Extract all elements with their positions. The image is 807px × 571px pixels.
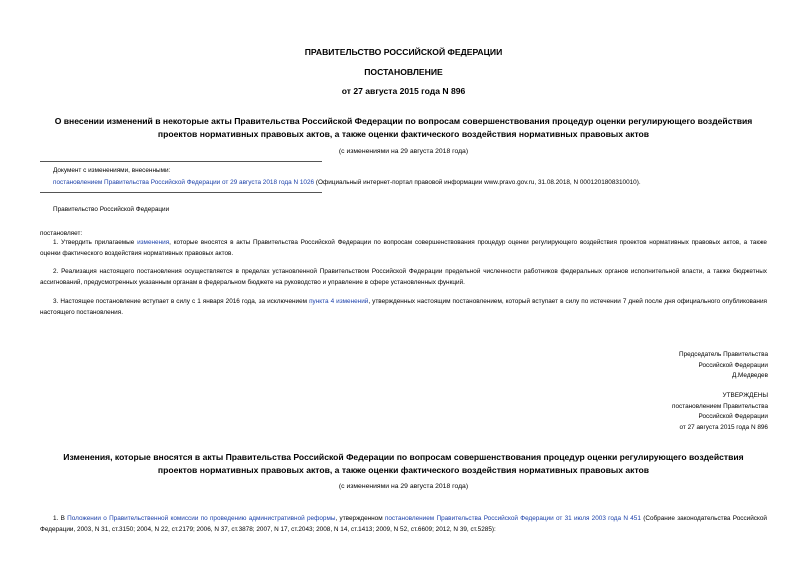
section-2-title-line2: проектов нормативных правовых актов, а также оценки фактического воздействия нормативных правовых актов <box>157 465 650 475</box>
approved-word: УТВЕРЖДЕНЫ <box>722 392 768 399</box>
document-type: ПОСТАНОВЛЕНИЕ <box>364 67 443 77</box>
section-2-title <box>40 451 767 477</box>
changes-box <box>53 165 768 189</box>
document-title-line2: проектов нормативных правовых актов, а также оценки фактического воздействия нормативных правовых актов <box>157 129 650 139</box>
item-3-post: , утвержденных настоящим постановлением, который вступает в силу по истечении 7 дней после дня официального опубликования настоящего постановления. <box>40 298 767 316</box>
item-2: 2. Реализация настоящего постановления осуществляется в пределах установленной Правительством Российской Федерации предельной численности работников федеральных органов исполнительной власти, а также бюджетных ассигнований, предусмотренных указанным органам в федеральном бюджете на руководство и управление в сфере установленных функций. <box>40 268 767 286</box>
signature-name: Д.Медведев <box>731 372 768 379</box>
item-3 <box>40 296 767 318</box>
item-1 <box>40 237 767 259</box>
changes-link[interactable]: постановлением Правительства Российской Федерации от 29 августа 2018 года N 1026 <box>53 179 315 186</box>
divider-bottom <box>40 192 322 193</box>
government-name: Правительство Российской Федерации <box>53 206 170 213</box>
section-2-item-1-post: (Собрание законодательства Российской Федерации, 2003, N 31, ст.3150; 2004, N 22, ст.2179; 2006, N 37, ст.3878; 2007, N 17, ст.2043; 2008, N 14, ст.1413; 2009, N 52, ст.6609; 2012, N 39, ст.5285): <box>40 515 767 533</box>
item-1-link[interactable]: изменения <box>137 239 170 246</box>
section-2-item-1-mid: , утвержденном <box>335 515 385 522</box>
section-2-title-line1: Изменения, которые вносятся в акты Правительства Российской Федерации по вопросам совершенствования процедур оценки регулирующего воздействия <box>63 452 744 462</box>
section-2-item-1 <box>40 513 767 535</box>
approved-line-3: от 27 августа 2015 года N 896 <box>679 423 768 431</box>
decides-text: постановляет: <box>40 230 83 237</box>
section-2-item-1-link-1[interactable]: Положении о Правительственной комиссии по проведению административной реформы <box>67 515 336 522</box>
approved-line-2: Российской Федерации <box>698 413 768 420</box>
document-date: от 27 августа 2015 года N 896 <box>341 86 466 96</box>
changes-source: (Официальный интернет-портал правовой информации www.pravo.gov.ru, 31.08.2018, N 0001201808310010). <box>314 179 641 186</box>
approved-line-1: постановлением Правительства <box>672 402 768 410</box>
signature-role-2: Российской Федерации <box>698 361 768 369</box>
item-1-pre: 1. Утвердить прилагаемые <box>53 239 138 246</box>
item-3-pre: 3. Настоящее постановление вступает в силу с 1 января 2016 года, за исключением <box>53 298 310 305</box>
signature-block <box>679 350 768 382</box>
divider-top <box>40 161 322 162</box>
changes-text <box>53 177 768 189</box>
signature-role-1: Председатель Правительства <box>679 351 768 358</box>
document-title-line1: О внесении изменений в некоторые акты Правительства Российской Федерации по вопросам совершенствования процедур оценки регулирующего воздействия <box>54 116 753 126</box>
document-title <box>40 115 767 141</box>
section-2-edition: (с изменениями на 29 августа 2018 года) <box>338 483 469 490</box>
item-3-link[interactable]: пункта 4 изменений <box>309 298 369 305</box>
changes-label: Документ с изменениями, внесенными: <box>53 167 171 174</box>
edition-note: (с изменениями на 29 августа 2018 года) <box>338 148 469 155</box>
item-1-post: , которые вносятся в акты Правительства Российской Федерации по вопросам совершенствования процедур оценки регулирующего воздействия проектов нормативных правовых актов, а также оценки фактического воздействия нормативных правовых актов. <box>40 239 767 257</box>
approved-block <box>672 391 768 433</box>
section-2-item-1-link-2[interactable]: постановлением Правительства Российской Федерации от 31 июля 2003 года N 451 <box>384 515 641 522</box>
section-2-item-1-pre: 1. В <box>53 515 68 522</box>
government-heading: ПРАВИТЕЛЬСТВО РОССИЙСКОЙ ФЕДЕРАЦИИ <box>304 47 503 57</box>
